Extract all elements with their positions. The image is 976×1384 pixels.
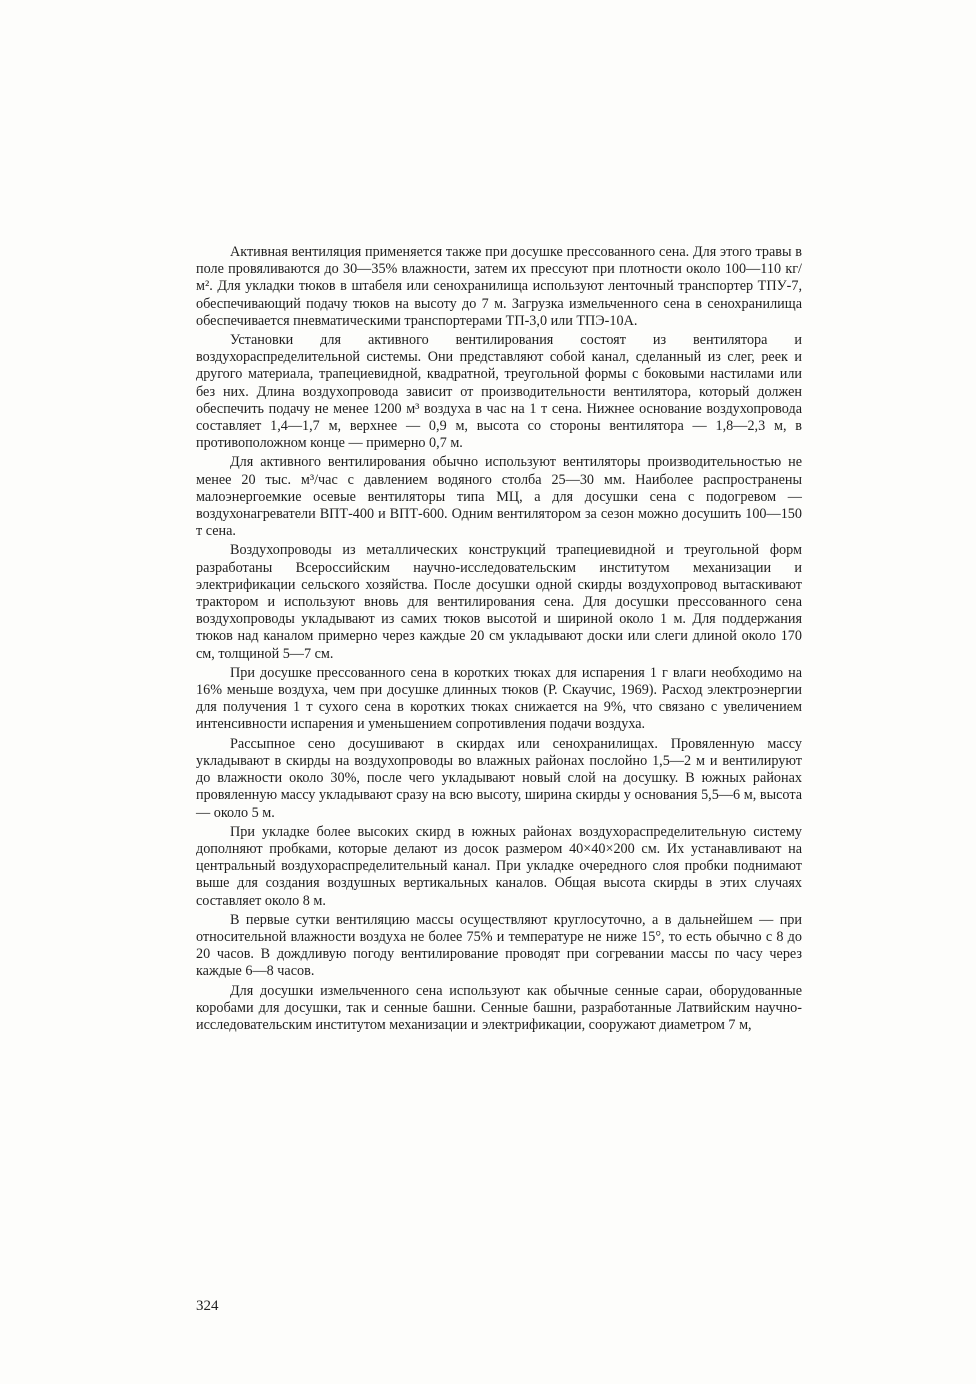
paragraph-5: При досушке прессованного сена в коротких тюках для испарения 1 г влаги необходимо на 16% меньше воздуха, чем при досушке длинных тюков (Р. Скаучис, 1969). Расход электроэнергии для получения 1 т сухого сена в коротких тюках снижается на 9%, что связано с увеличением интенсивности испарения и уменьшением сопротивления подачи воздуха.: [196, 664, 802, 733]
paragraph-8: В первые сутки вентиляцию массы осуществляют круглосуточно, а в дальнейшем — при относительной влажности воздуха не более 75% и температуре не ниже 15°, то есть обычно с 8 до 20 часов. В дождливую погоду вентилирование проводят при согревании массы по часу через каждые 6—8 часов.: [196, 911, 802, 980]
paragraph-4: Воздухопроводы из металлических конструкций трапециевидной и треугольной форм разработаны Всероссийским научно-исследовательским институтом механизации и электрификации сельского хозяйства. После досушки одной скирды воздухопровод вытаскивают трактором и используют вновь для вентилирования сена. Для досушки прессованного сена воздухопроводы укладывают из самих тюков высотой и шириной около 1 м. Для поддержания тюков над каналом примерно через каждые 20 см укладывают доски или слеги длиной около 170 см, толщиной 5—7 см.: [196, 542, 802, 662]
body-text: [196, 244, 802, 1036]
paragraph-3: Для активного вентилирования обычно используют вентиляторы производительностью не менее 20 тыс. м³/час с давлением водяного столба 25—30 мм. Наиболее распространены малоэнергоемкие осевые вентиляторы типа МЦ, а для досушки сена с подогревом — воздухонагреватели ВПТ-400 и ВПТ-600. Одним вентилятором за сезон можно досушить 100—150 т сена.: [196, 454, 802, 540]
paragraph-6: Рассыпное сено досушивают в скирдах или сенохранилищах. Провяленную массу укладывают в скирды на воздухопроводы во влажных районах послойно 1,5—2 м и вентилируют до влажности около 30%, после чего укладывают новый слой на досушку. В южных районах провяленную массу укладывают сразу на всю высоту, ширина скирды у основания 5,5—6 м, высота — около 5 м.: [196, 735, 802, 821]
paragraph-7: При укладке более высоких скирд в южных районах воздухораспределительную систему дополняют пробками, которые делают из досок размером 40×40×200 см. Их устанавливают на центральный воздухораспределительный канал. При укладке очередного слоя пробки поднимают выше для создания воздушных вертикальных каналов. Общая высота скирды в этих случаях составляет около 8 м.: [196, 823, 802, 909]
paragraph-9: Для досушки измельченного сена используют как обычные сенные сараи, оборудованные коробами для досушки, так и сенные башни. Сенные башни, разработанные Латвийским научно-исследовательским институтом механизации и электрификации, сооружают диаметром 7 м,: [196, 982, 802, 1033]
paragraph-1: Активная вентиляция применяется также при досушке прессованного сена. Для этого травы в поле провяливаются до 30—35% влажности, затем их прессуют при плотности около 100—110 кг/м². Для укладки тюков в штабеля или сенохранилища используют ленточный транспортер ТПУ-7, обеспечивающий подачу тюков на высоту до 7 м. Загрузка измельченного сена в сенохранилища обеспечивается пневматическими транспортерами ТП-3,0 или ТПЭ-10А.: [196, 244, 802, 329]
page-number: 324: [196, 1298, 219, 1314]
paragraph-2: Установки для активного вентилирования состоят из вентилятора и воздухораспределительной системы. Они представляют собой канал, сделанный из слег, реек и другого материала, трапециевидной, квадратной, треугольной формы с боковыми настилами или без них. Длина воздухопровода зависит от производительности вентилятора, который должен обеспечить подачу не менее 1200 м³ воздуха в час на 1 т сена. Нижнее основание воздухопровода составляет 1,4—1,7 м, верхнее — 0,9 м, высота со стороны вентилятора — 1,8—2,3 м, в противоположном конце — примерно 0,7 м.: [196, 332, 802, 452]
